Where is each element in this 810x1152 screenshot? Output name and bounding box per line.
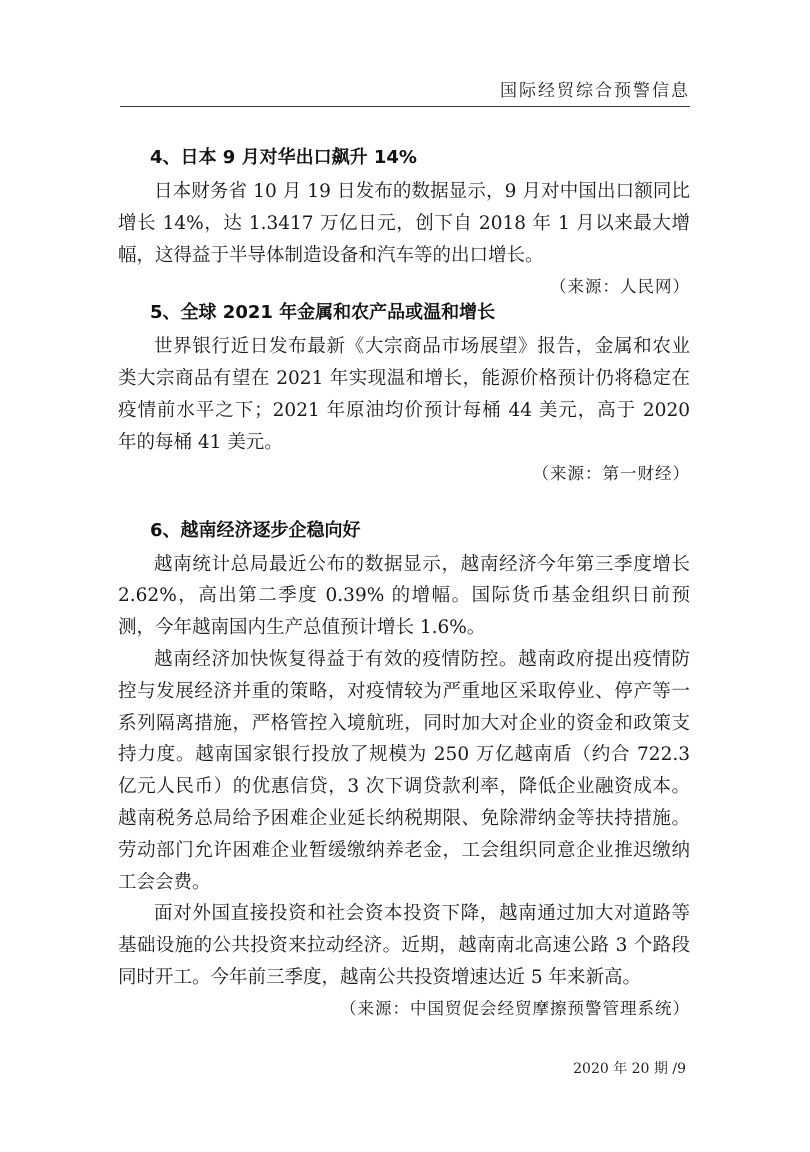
news-item-paragraph: 日本财务省 10 月 19 日发布的数据显示，9 月对中国出口额同比增长 14%，达 1.3417 万亿日元，创下自 2018 年 1 月以来最大增幅，这得益于半导体制造设备和汽车等的出口增长。 （来源：人民网） — [118, 176, 690, 271]
article-body — [118, 142, 690, 1050]
news-item-title: 6、越南经济逐步企稳向好 — [150, 519, 361, 541]
news-item-paragraph: 世界银行近日发布最新《大宗商品市场展望》报告，金属和农业类大宗商品有望在 2021 年实现温和增长，能源价格预计仍将稳定在疫情前水平之下；2021 年原油均价预计每桶 44 美元，高于 2020 年的每桶 41 美元。 — [118, 336, 690, 453]
page-header — [120, 72, 690, 107]
news-item-6 — [118, 515, 690, 1024]
news-item-paragraph: 越南统计总局最近公布的数据显示，越南经济今年第三季度增长 2.62%，高出第二季度 0.39% 的增幅。国际货币基金组织日前预测，今年越南国内生产总值预计增长 1.6%。 — [118, 553, 690, 639]
news-item-title: 5、全球 2021 年金属和农产品或温和增长 — [150, 302, 496, 324]
news-item-paragraph: 越南经济加快恢复得益于有效的疫情防控。越南政府提出疫情防控与发展经济并重的策略，对疫情较为严重地区采取停业、停产等一系列隔离措施，严格管控入境航班，同时加大对企业的资金和政策支持力度。越南国家银行投放了规模为 250 万亿越南盾（约合 722.3 亿元人民币）的优惠信贷，3 次下调贷款利率，降低企业融资成本。越南税务总局给予困难企业延长纳税期限、免除滞纳金等扶持措施。劳动部门允许困难企业暂缓缴纳养老金，工会组织同意企业推迟缴纳工会会费。 — [118, 648, 690, 893]
page-number: 2020 年 20 期 /9 — [573, 1061, 686, 1077]
publication-title: 国际经贸综合预警信息 — [500, 81, 690, 101]
news-item-title: 4、日本 9 月对华出口飙升 14% — [150, 147, 417, 168]
news-item-paragraph: 面对外国直接投资和社会资本投资下降，越南通过加大对道路等基础设施的公共投资来拉动经济。近期，越南南北高速公路 3 个路段同时开工。今年前三季度，越南公共投资增速达近 5 年来新高。 — [118, 903, 690, 988]
news-item-source: （来源：人民网） — [550, 277, 690, 297]
news-item-source: （来源：第一财经） — [532, 463, 690, 483]
news-item-source: （来源：中国贸促会经贸摩擦预警管理系统） — [340, 998, 690, 1018]
news-item-4 — [118, 142, 690, 297]
news-item-5 — [118, 297, 690, 488]
